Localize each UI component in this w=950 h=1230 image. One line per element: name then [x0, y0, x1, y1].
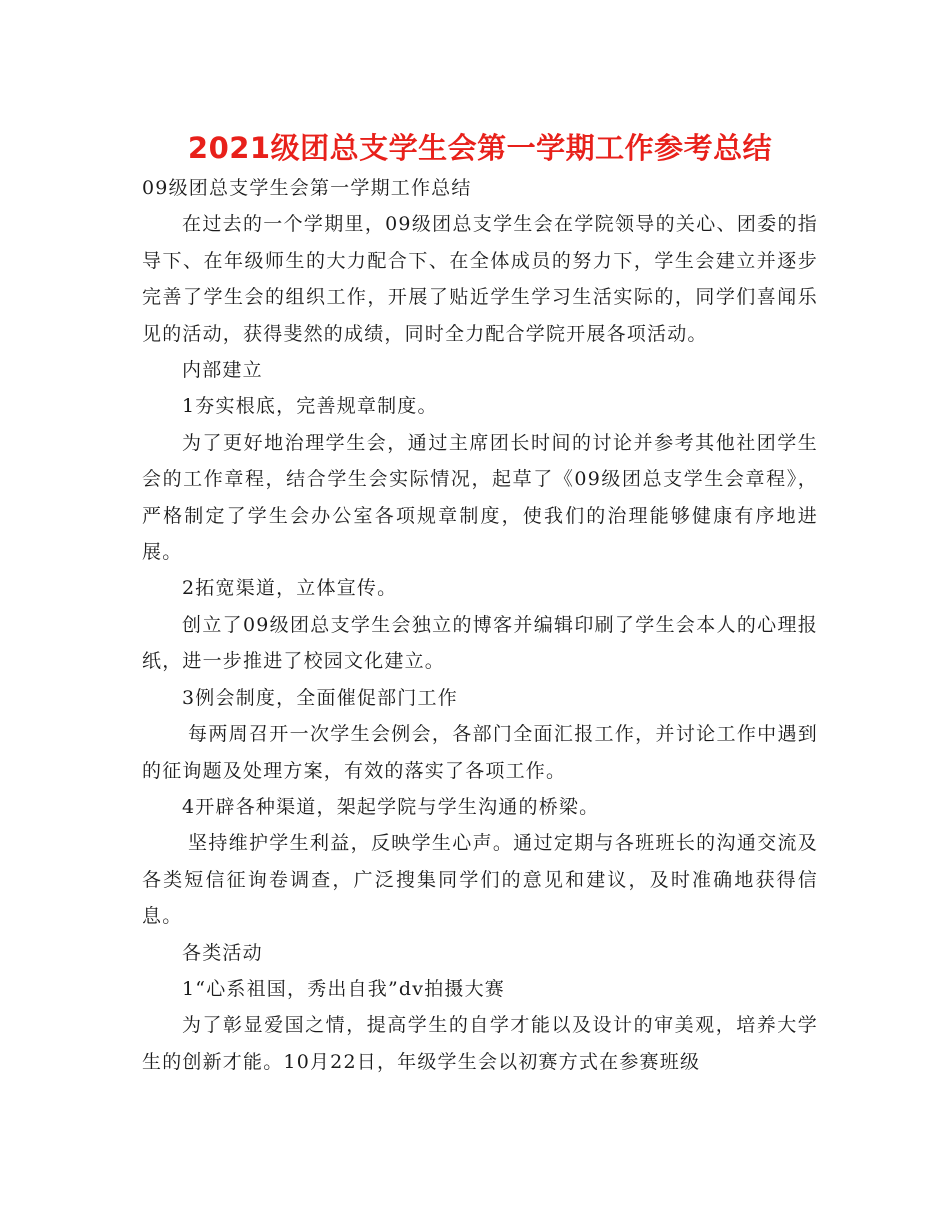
intro-paragraph: 在过去的一个学期里，09级团总支学生会在学院领导的关心、团委的指导下、在年级师生的大力配合下、在全体成员的努力下，学生会建立并逐步完善了学生会的组织工作，开展了贴近学生学习生活实际的，同学们喜闻乐见的活动，获得斐然的成绩，同时全力配合学院开展各项活动。 — [142, 213, 818, 345]
item-heading-4: 4开辟各种渠道，架起学院与学生沟通的桥梁。 — [182, 795, 600, 818]
document-title: 2021级团总支学生会第一学期工作参考总结 — [187, 131, 773, 165]
item-body-3: 每两周召开一次学生会例会，各部门全面汇报工作，并讨论工作中遇到的征询题及处理方案，有效的落实了各项工作。 — [142, 723, 818, 782]
section-heading-activities: 各类活动 — [182, 941, 263, 964]
section-heading-internal: 内部建立 — [182, 359, 263, 382]
activity-body-1: 为了彰显爱国之情，提高学生的自学才能以及设计的审美观，培养大学生的创新才能。10月22日，年级学生会以初赛方式在参赛班级 — [142, 1014, 818, 1073]
subtitle-paragraph: 09级团总支学生会第一学期工作总结 — [142, 177, 472, 199]
item-body-1: 为了更好地治理学生会，通过主席团长时间的讨论并参考其他社团学生会的工作章程，结合学生会实际情况，起草了《09级团总支学生会章程》，严格制定了学生会办公室各项规章制度，使我们的治理能够健康有序地进展。 — [142, 431, 818, 564]
activity-heading-1: 1“心系祖国，秀出自我”dv拍摄大赛 — [182, 977, 506, 1000]
item-heading-1: 1夯实根底，完善规章制度。 — [182, 395, 438, 418]
item-heading-2: 2拓宽渠道，立体宣传。 — [182, 577, 398, 600]
item-heading-3: 3例会制度，全面催促部门工作 — [182, 686, 458, 709]
item-body-2: 创立了09级团总支学生会独立的博客并编辑印刷了学生会本人的心理报纸，进一步推进了校园文化建立。 — [142, 613, 818, 673]
item-body-4: 坚持维护学生利益，反映学生心声。通过定期与各班班长的沟通交流及各类短信征询卷调查，广泛搜集同学们的意见和建议，及时准确地获得信息。 — [142, 832, 818, 928]
